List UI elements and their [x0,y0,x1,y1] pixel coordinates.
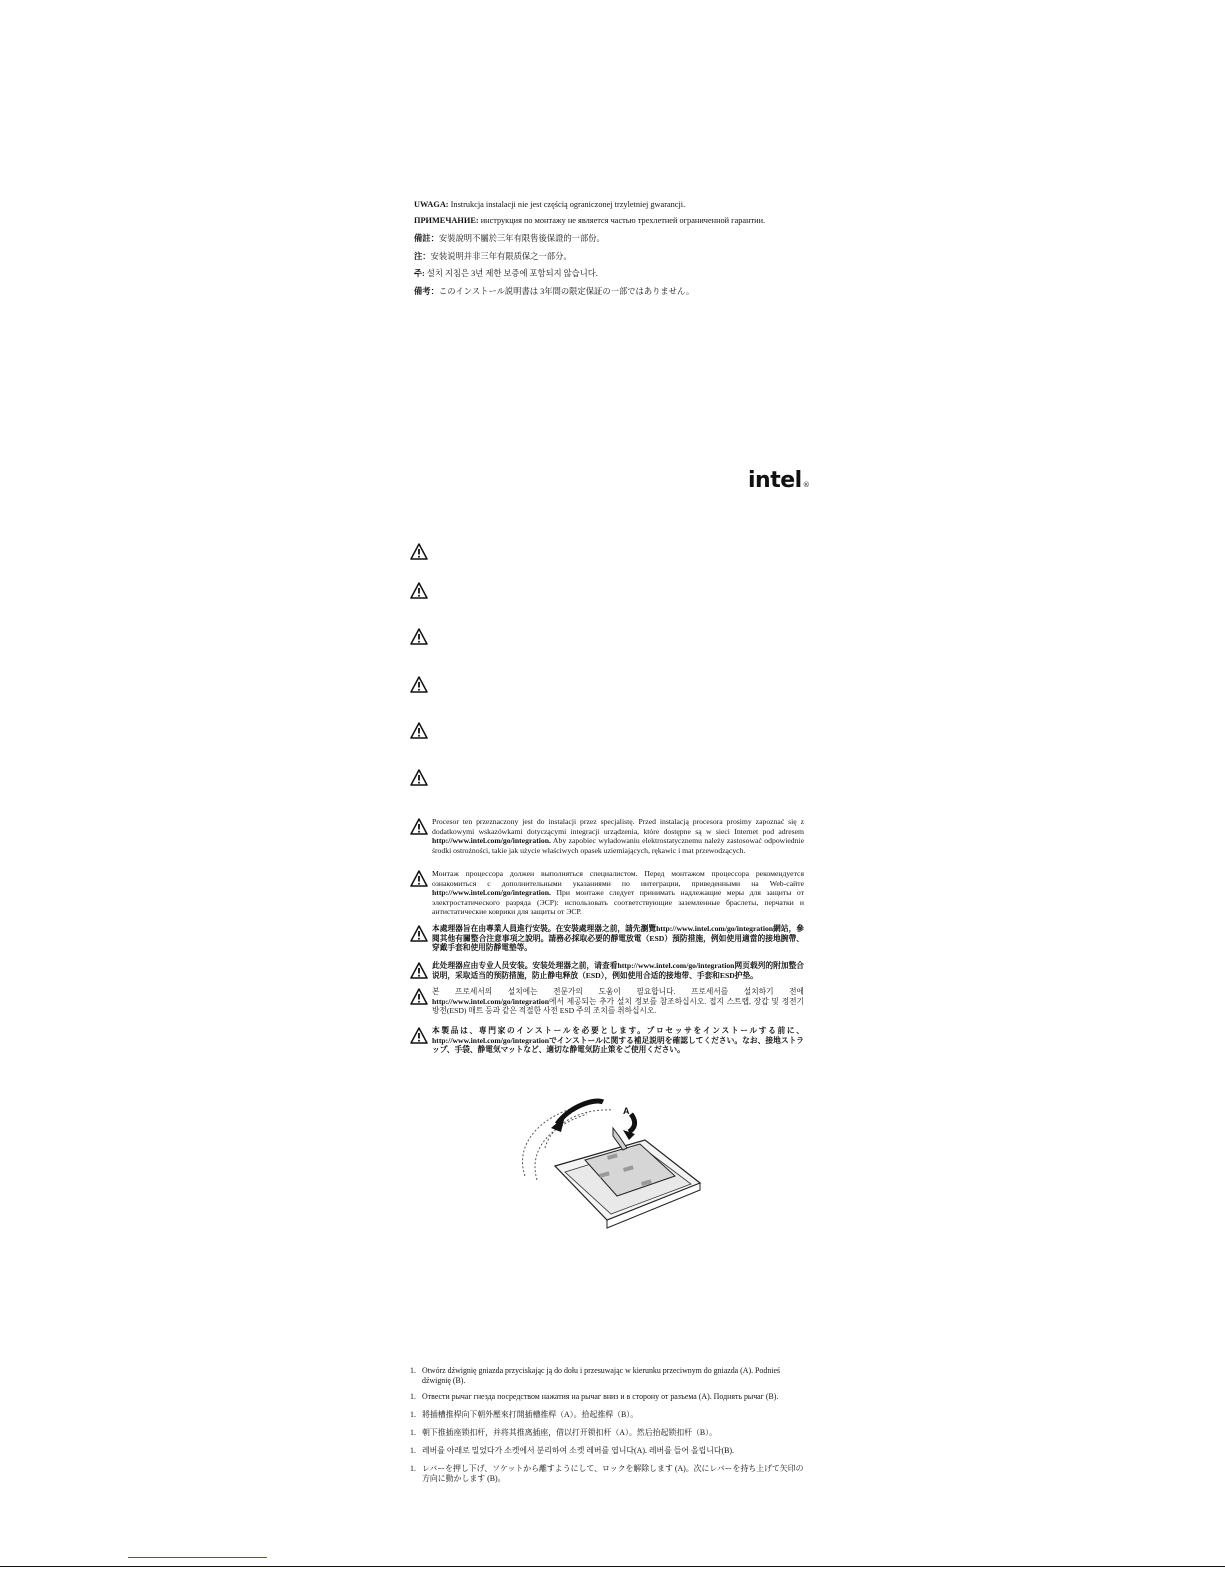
warning-emphasis: 網站，參閱其他有關整合注意事項之說明。請務必採取必要的靜電放電（ESD）預防措施，例如使用適當的接地腕帶、穿戴手套和使用防靜電墊等。 [432,924,804,953]
warning-text [432,961,804,980]
bottom-rule [0,1566,1225,1567]
note-russian: ПРИМЕЧАНИЕ: инструкция по монтажу не является частью трехлетней ограниченной гарантии. [414,216,766,225]
warning-icon [410,582,428,599]
warning-korean [410,988,805,1018]
warning-emphasis: 网页载列的附加整合说明，采取适当的预防措施，防止静电释放（ESD），例如使用合适的接地带、手套和ESD护垫。 [432,961,804,980]
warning-run: Aby zapobiec wyładowaniu elektrostatycznemu należy zastosować odpowiednie środki ostrożności, takie jak użycie właściwych opasek uziemiających, rękawic i mat przewodzących. [432,836,804,855]
warning-emphasis: 本製品は、専門家のインストールを必要とします。プロセッサをインストールする前に、 [432,1026,804,1035]
figure-label-b: B [572,1111,578,1120]
warning-run: 본 프로세서의 설치에는 전문가의 도움이 필요합니다. 프로세서를 설치하기 전에 [432,987,804,996]
warning-russian [410,870,805,920]
intel-logo: intel® [748,468,810,493]
warning-emphasis: 此处理器应由专业人员安装。安装处理器之前，请查看 [432,961,618,970]
socket-lever-illustration [495,1088,715,1238]
note-traditional-chinese: 備註：安裝說明不屬於三年有限售後保證的一部份。 [414,234,605,243]
warning-simplified-chinese [410,962,805,986]
warning-icon [410,628,428,645]
footer-link-underline [128,1557,267,1558]
warning-icon [410,676,428,693]
warning-icon [410,925,428,942]
warning-icon [410,1027,428,1044]
step-list: 1. Otwórz dźwignię gniazda przyciskając ją do dołu i przesuwając w kierunku przeciwnym do gniazda (A). Podnieś dźwignię (B). 1. Отвести рычаг гнезда посредством нажатия на рычаг вниз и в сторону от разъема (A). Поднять рычаг (B). 1. 將插槽推桿向下朝外壓來打開插槽推桿（A）。拾起推桿（B）。 1. 朝下推插座锁扣杆，并将其推离插座，借以打开锁扣杆（A）。然后抬起锁扣杆（B）。 1. 레버를 아래로 밀었다가 소켓에서 분리하여 소켓 레버를 엽니다(A). 레버를 들어 올립니다(B). 1. レバーを押し下げ、ソケットから離すようにして、ロックを解除します (A)。次にレバーを持ち上げて矢印の方向に動かします (B)。 [410,1366,804,1483]
warning-text [432,817,804,855]
note-simplified-chinese: 注：安装说明并非三年有限质保之一部分。 [414,252,572,261]
warning-run: Монтаж процессора должен выполняться специалистом. Перед монтажом процессора рекомендуется ознакомиться с дополнительными указаниями по интеграции, приведенными на Web-сайте [432,869,804,888]
warning-emphasis: http://www.intel.com/go/integration. [432,836,551,846]
warning-icon [410,962,428,979]
warning-icon [410,870,428,887]
note-japanese: 備考：このインストール説明書は 3年間の限定保証の一部ではありません。 [414,287,695,296]
warning-icon [410,988,428,1005]
warning-run: 에서 제공되는 추가 설치 정보를 참조하십시오. 접지 스트랩, 장갑 및 정전기 방전(ESD) 매트 등과 같은 적절한 사전 ESD 주의 조치를 취하십시오. [432,996,804,1016]
warning-run: Procesor ten przeznaczony jest do instalacji przez specjalistę. Przed instalacją procesora prosimy zapoznać się z dodatkowymi wskazówkami dotyczącymi integracji urządzenia, które dostępne są w sieci Internet pod adresem [432,817,804,836]
warning-traditional-chinese [410,925,805,957]
warning-icon [410,769,428,786]
warning-icon [410,722,428,739]
warning-emphasis: http://www.intel.com/go/integration [432,996,550,1006]
warning-emphasis: http://www.intel.com/go/integration [617,961,735,970]
warning-run: При монтаже следует принимать надлежащие меры для защиты от электростатического разряда (ЭСР): использовать соответствующие заземленные браслеты, перчатки и антистатические коврики для защиты от ЭСР. [432,888,804,917]
warning-emphasis: http://www.intel.com/go/integration [432,1035,550,1045]
warning-emphasis: 本處理器旨在由專業人員進行安裝。在安裝處理器之前，請先瀏覽 [432,924,657,933]
warning-text [432,1026,804,1055]
warning-text [432,869,804,917]
warning-text [432,987,804,1016]
warning-polish [410,818,805,864]
warning-emphasis: http://www.intel.com/go/integration. [432,888,551,898]
note-polish: UWAGA: Instrukcja instalacji nie jest częścią ograniczonej trzyletniej gwarancji. [414,200,686,209]
warning-emphasis: でインストールに関する補足説明を確認してください。なお、接地ストラップ、手袋、静電気マットなど、適切な静電気防止策をご使用ください。 [432,1035,804,1055]
warning-japanese [410,1027,805,1063]
warning-icon [410,818,428,835]
note-korean: 주: 설치 지침은 3년 제한 보증에 포함되지 않습니다. [414,269,598,278]
warning-icon [410,543,428,560]
warning-emphasis: http://www.intel.com/go/integration [656,924,774,933]
figure-label-a: A [623,1106,630,1116]
warning-text [432,924,804,953]
